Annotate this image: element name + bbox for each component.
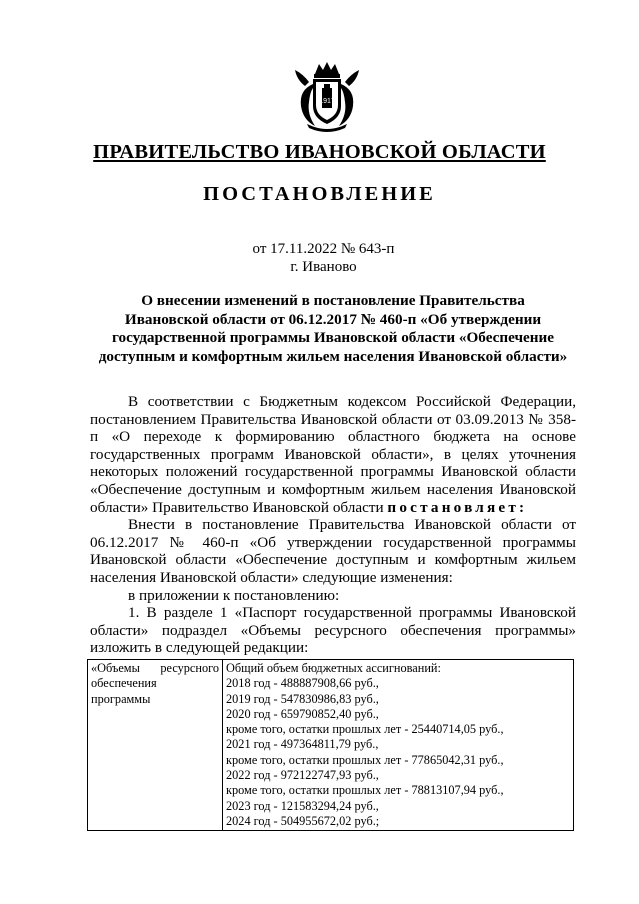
document-body — [90, 393, 576, 657]
table-label-rest: обеспечения программы — [91, 676, 157, 706]
document-city: г. Иваново — [290, 259, 357, 275]
document-date-number: от 17.11.2022 № 643-п — [252, 241, 395, 257]
table-value-line: 2023 год - 121583294,24 руб., — [226, 798, 379, 813]
table-label-cell — [88, 660, 223, 831]
subject-line: доступным и комфортным жильем населения Ивановской области» — [98, 347, 568, 365]
document-subject — [90, 292, 576, 366]
table-value-line: 2020 год - 659790852,40 руб., — [226, 706, 379, 721]
subject-line: государственной программы Ивановской области «Обеспечение — [111, 329, 555, 346]
table-value-line: 2021 год - 497364811,79 руб., — [226, 737, 379, 752]
table-value-cell — [223, 660, 574, 831]
coat-of-arms-icon — [293, 60, 361, 134]
resolve-keyword: постановляет: — [387, 498, 528, 516]
table-value-line: 2019 год - 547830986,83 руб., — [226, 691, 379, 706]
table-value-line: кроме того, остатки прошлых лет - 25440714,05 руб., — [226, 722, 504, 737]
table-value-line: 2018 год - 488887908,66 руб., — [226, 676, 379, 691]
preamble-paragraph — [90, 393, 576, 516]
table-value-line: 2022 год - 972122747,93 руб., — [226, 768, 379, 783]
resource-provision-table — [87, 659, 574, 831]
table-value-line: Общий объем бюджетных ассигнований: — [226, 661, 441, 675]
svg-text:1917: 1917 — [319, 98, 335, 105]
preamble-text: В соответствии с Бюджетным кодексом Российской Федерации, постановлением Правительства Ивановской области от 03.09.2013 № 358-п «О переходе к формированию областного бюджета на основе государственных программ Ивановской области», в целях уточнения некоторых положений государственной программы Ивановской области «Обеспечение доступным и комфортным жильем населения Ивановской области» Правительство Ивановской области — [90, 393, 576, 516]
government-title: ПРАВИТЕЛЬСТВО ИВАНОВСКОЙ ОБЛАСТИ — [93, 141, 546, 163]
document-type: ПОСТАНОВЛЕНИЕ — [203, 183, 436, 205]
subject-line: Ивановской области от 06.12.2017 № 460-п «Об утверждении — [124, 310, 542, 328]
subject-line: О внесении изменений в постановление Правительства — [141, 292, 525, 309]
table-value-line: кроме того, остатки прошлых лет - 78813107,94 руб., — [226, 783, 504, 798]
table-row — [88, 660, 574, 831]
appendix-paragraph: в приложении к постановлению: — [128, 586, 340, 604]
table-value-line: кроме того, остатки прошлых лет - 77865042,31 руб., — [226, 752, 504, 767]
table-value-line: 2024 год - 504955672,02 руб.; — [226, 813, 380, 828]
section-paragraph: 1. В разделе 1 «Паспорт государственной программы Ивановской области» подраздел «Объемы ресурсного обеспечения программы» изложить в следующей редакции: — [90, 604, 576, 657]
amendment-paragraph: Внести в постановление Правительства Ивановской области от 06.12.2017 № 460-п «Об утверждении государственной программы Ивановской области «Обеспечение доступным и комфортным жильем населения Ивановской области» следующие изменения: — [90, 516, 576, 586]
table-label-first: «Объемы ресурсного — [91, 661, 219, 675]
